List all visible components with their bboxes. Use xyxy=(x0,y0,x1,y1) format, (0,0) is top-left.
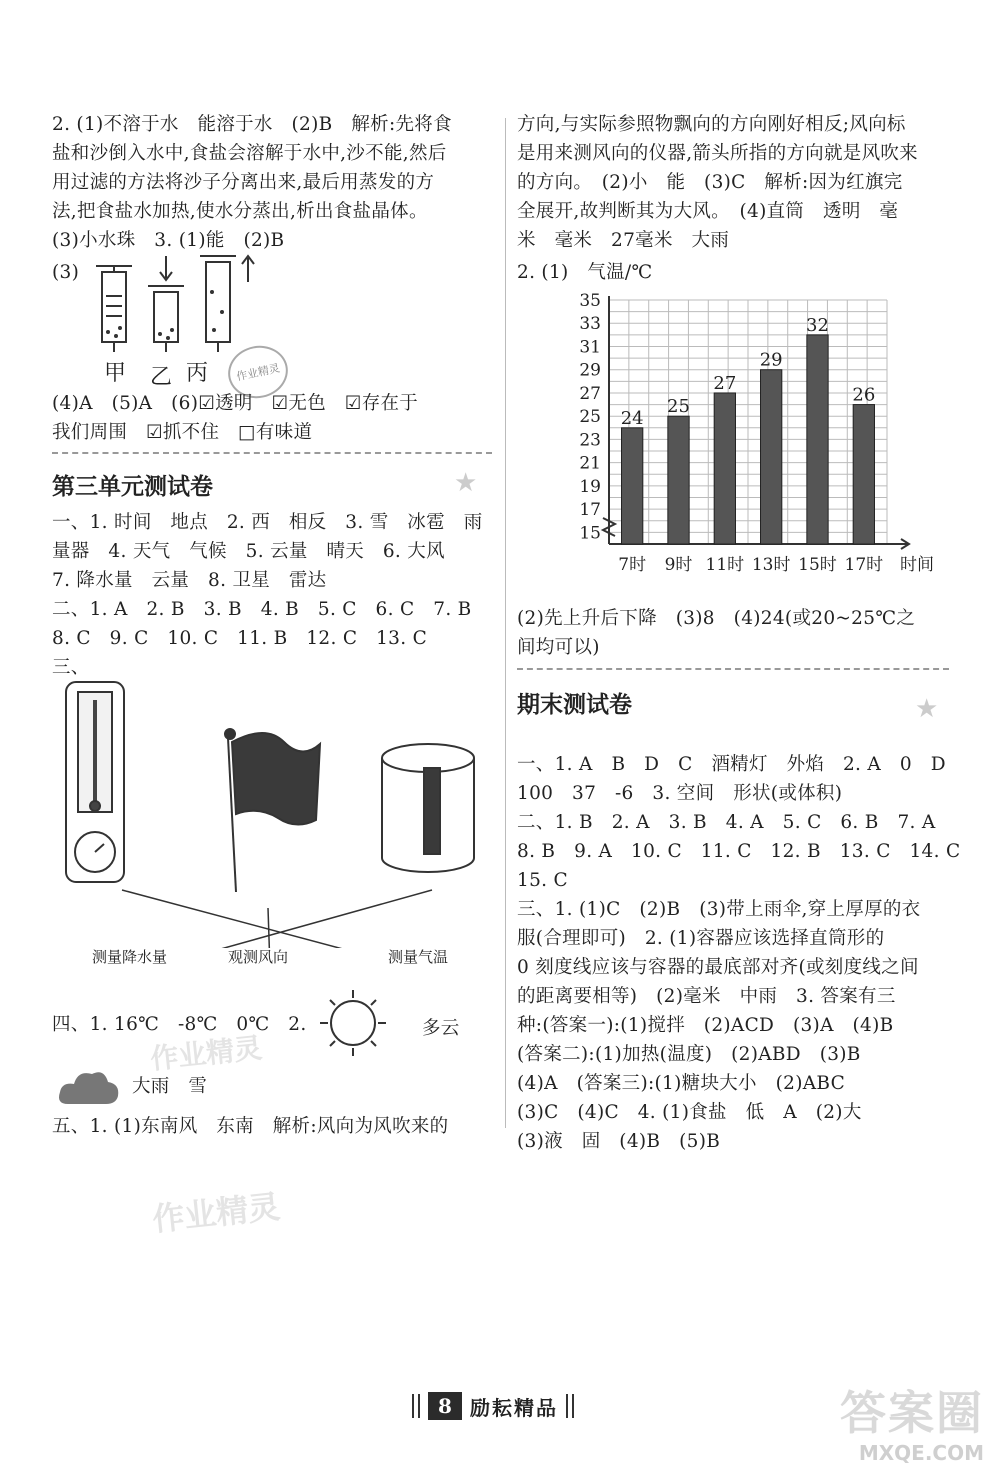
brand-name: 励耘精品 xyxy=(470,1395,558,1420)
bar-value-label: 27 xyxy=(713,372,737,394)
text-line: 三、 xyxy=(52,657,90,678)
text-line: 的距离要相等) (2)毫米 中雨 3. 答案有三 xyxy=(517,986,896,1007)
text-line: 100 37 -6 3. 空间 形状(或体积) xyxy=(517,783,843,804)
text-line: (答案二):(1)加热(温度) (2)ABD (3)B xyxy=(517,1044,861,1065)
stamp-text: 作业精灵 xyxy=(223,340,293,403)
text-line: 一、1. 时间 地点 2. 西 相反 3. 雪 冰雹 雨 xyxy=(52,512,483,533)
text-line: 盐和沙倒入水中,食盐会溶解于水中,沙不能,然后 xyxy=(52,143,447,164)
y-tick-label: 27 xyxy=(579,383,601,404)
bar xyxy=(622,428,643,544)
text-line: 用过滤的方法将沙子分离出来,最后用蒸发的方 xyxy=(52,172,435,193)
text-line: (3)液 固 (4)B (5)B xyxy=(517,1131,721,1152)
bar xyxy=(668,416,689,544)
text-line: 法,把食盐水加热,使水分蒸出,析出食盐晶体。 xyxy=(52,201,428,222)
text-line: (3) xyxy=(52,262,80,283)
text-line: 15. C xyxy=(517,870,568,891)
text-line: 7. 降水量 云量 8. 卫星 雷达 xyxy=(52,570,327,591)
text-line: 8. C 9. C 10. C 11. B 12. C 13. C xyxy=(52,628,428,649)
text-line: 是用来测风向的仪器,箭头所指的方向就是风吹来 xyxy=(517,143,918,164)
syringe-label: 乙 xyxy=(150,365,173,390)
text-line: 米 毫米 27毫米 大雨 xyxy=(517,230,730,251)
bar-value-label: 26 xyxy=(852,384,876,406)
x-tick-label: 13时 xyxy=(751,555,791,575)
text-line: 8. B 9. A 10. C 11. C 12. B 13. C 14. C xyxy=(517,841,961,862)
text-line: 种:(答案一):(1)搅拌 (2)ACD (3)A (4)B xyxy=(517,1015,894,1036)
footer-bars xyxy=(566,1394,574,1418)
x-tick-label: 7时 xyxy=(618,555,647,575)
y-tick-label: 17 xyxy=(579,500,601,521)
x-tick-label: 11时 xyxy=(705,555,745,575)
section-divider xyxy=(517,668,949,670)
bar xyxy=(714,393,735,544)
y-tick-label: 29 xyxy=(579,360,601,381)
y-tick-label: 21 xyxy=(579,453,601,474)
match-label: 测量降水量 xyxy=(92,948,168,966)
text-line: (4)A (答案三):(1)糖块大小 (2)ABC xyxy=(517,1073,846,1094)
text-line: 0 刻度线应该与容器的最底部对齐(或刻度线之间 xyxy=(517,957,919,978)
sun-icon xyxy=(318,988,388,1058)
watermark-text: 作业精灵 xyxy=(150,1187,282,1239)
text-line: (3)C (4)C 4. (1)食盐 低 A (2)大 xyxy=(517,1102,862,1123)
answer-rain-snow: 大雨 雪 xyxy=(132,1076,208,1097)
unit3-title: 第三单元测试卷 xyxy=(52,474,213,500)
star-icon: ★ xyxy=(915,694,939,724)
footer-bars xyxy=(412,1394,420,1418)
x-tick-label: 17时 xyxy=(844,555,884,575)
text-line: 2. (1) 气温/℃ xyxy=(517,262,653,283)
bar xyxy=(761,370,782,544)
text-line: 二、1. A 2. B 3. B 4. B 5. C 6. C 7. B xyxy=(52,599,472,620)
text-line: 四、1. 16℃ -8℃ 0℃ 2. xyxy=(52,1014,307,1035)
text-line: 服(合理即可) 2. (1)容器应该选择直筒形的 xyxy=(517,928,885,949)
corner-logo: 答案圈 xyxy=(840,1386,984,1440)
y-tick-label: 15 xyxy=(579,523,601,544)
text-line: (3)小水珠 3. (1)能 (2)B xyxy=(52,230,285,251)
text-line: 我们周围 ☑抓不住 □有味道 xyxy=(52,422,313,443)
final-exam-title: 期末测试卷 xyxy=(517,692,632,718)
text-line: 间均可以) xyxy=(517,637,600,658)
y-tick-label: 19 xyxy=(579,476,601,497)
x-tick-label: 9时 xyxy=(664,555,693,575)
text-line: 三、1. (1)C (2)B (3)带上雨伞,穿上厚厚的衣 xyxy=(517,899,921,920)
y-tick-label: 31 xyxy=(579,337,601,358)
section-divider xyxy=(52,452,492,454)
watermark-text: 作业精灵 xyxy=(148,1031,264,1076)
x-axis-label: 时间 xyxy=(900,555,934,575)
page-number: 8 xyxy=(428,1392,462,1420)
page-footer xyxy=(412,1388,574,1424)
corner-url: MXQE.COM xyxy=(858,1441,984,1465)
text-line: 2. (1)不溶于水 能溶于水 (2)B 解析:先将食 xyxy=(52,114,452,135)
text-line: (2)先上升后下降 (3)8 (4)24(或20~25℃之 xyxy=(517,608,916,629)
answer-cloudy: 多云 xyxy=(422,1018,460,1039)
cloud-icon xyxy=(56,1066,122,1108)
syringe-label: 甲 xyxy=(104,361,127,386)
text-line: (4)A (5)A (6)☑透明 ☑无色 ☑存在于 xyxy=(52,393,419,414)
column-divider xyxy=(505,118,506,1128)
y-tick-label: 25 xyxy=(579,407,601,428)
y-tick-label: 23 xyxy=(579,430,601,451)
bar xyxy=(853,405,874,544)
bar-value-label: 24 xyxy=(620,407,644,429)
instrument-matching-diagram xyxy=(52,678,492,948)
syringe-label: 丙 xyxy=(186,361,209,386)
y-tick-label: 35 xyxy=(579,291,601,311)
bar xyxy=(807,335,828,544)
text-line: 方向,与实际参照物飘向的方向刚好相反;风向标 xyxy=(517,114,906,135)
text-line: 量器 4. 天气 气候 5. 云量 晴天 6. 大风 xyxy=(52,541,445,562)
y-tick-label: 33 xyxy=(579,314,601,335)
temperature-chart xyxy=(517,288,949,608)
bar-value-label: 32 xyxy=(806,314,829,336)
text-line: 的方向。 (2)小 能 (3)C 解析:因为红旗完 xyxy=(517,172,903,193)
bar-value-label: 29 xyxy=(759,349,783,371)
text-line: 五、1. (1)东南风 东南 解析:风向为风吹来的 xyxy=(52,1116,449,1137)
bar-value-label: 25 xyxy=(667,396,690,418)
match-label: 测量气温 xyxy=(388,948,449,966)
text-line: 二、1. B 2. A 3. B 4. A 5. C 6. B 7. A xyxy=(517,812,936,833)
x-tick-label: 15时 xyxy=(798,555,837,575)
match-label: 观测风向 xyxy=(228,948,289,966)
star-icon: ★ xyxy=(454,468,478,498)
text-line: 全展开,故判断其为大风。 (4)直筒 透明 毫 xyxy=(517,201,899,222)
text-line: 一、1. A B D C 酒精灯 外焰 2. A 0 D xyxy=(517,754,946,775)
